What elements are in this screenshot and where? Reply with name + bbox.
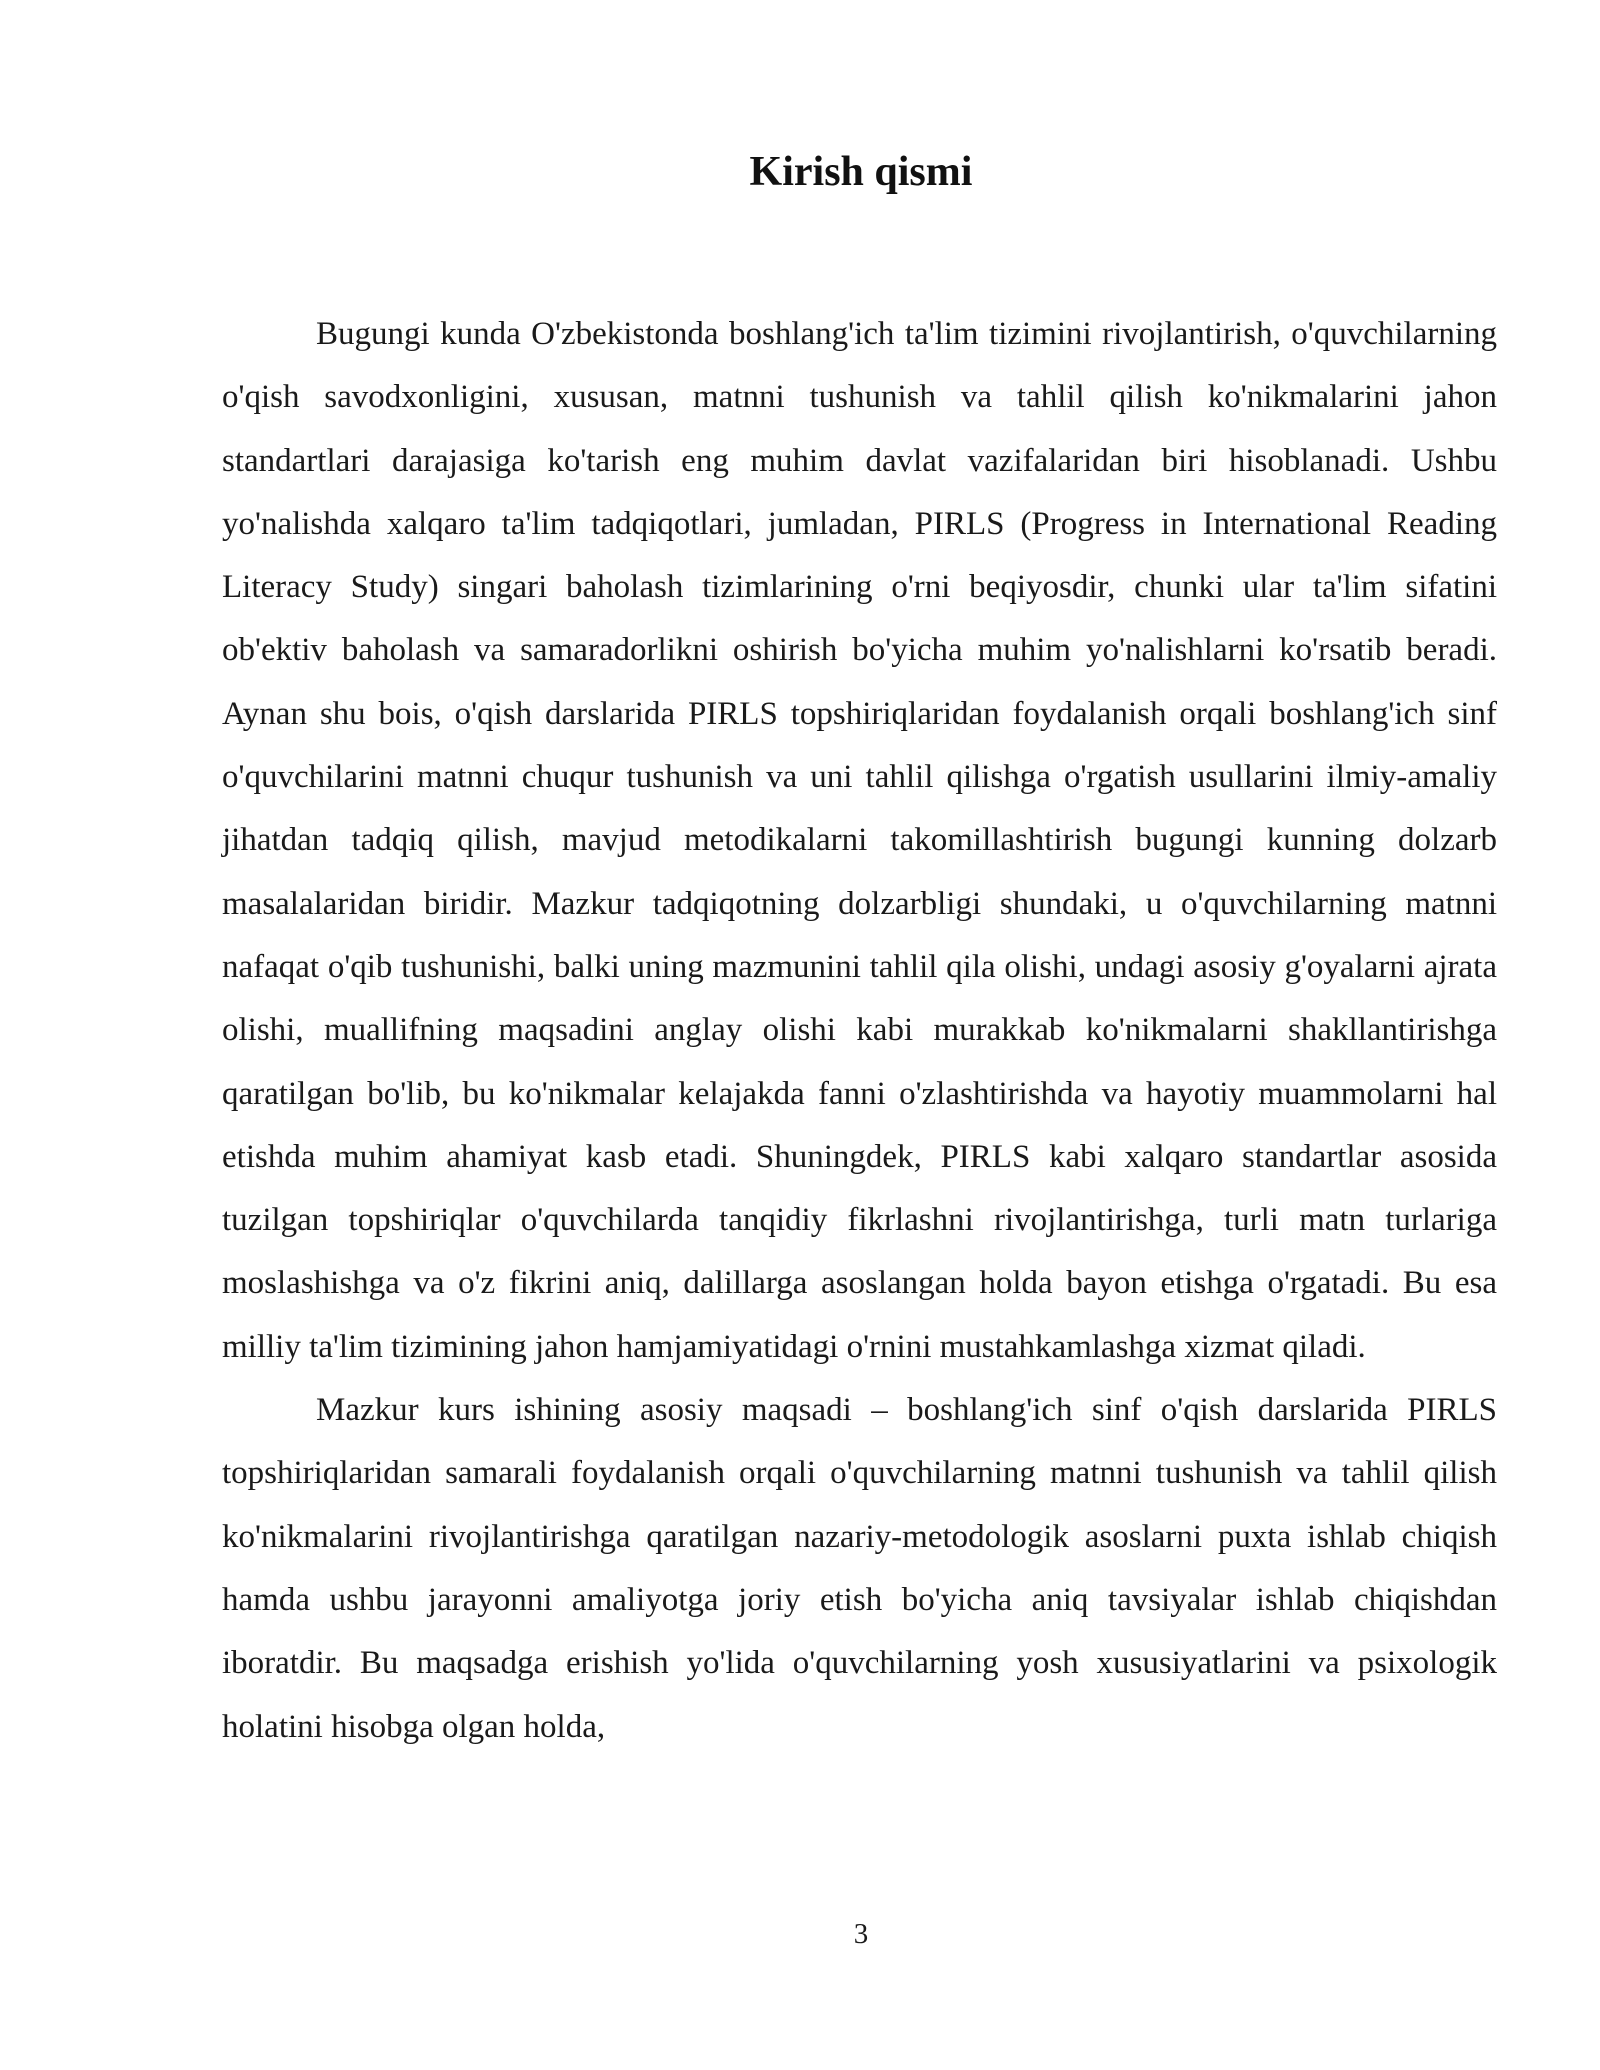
paragraph-introduction: Bugungi kunda O'zbekistonda boshlang'ich ta'lim tizimini rivojlantirish, o'quvchilarning o'qish savodxonligini, xususan, matnni tushunish va tahlil qilish ko'nikmalarini jahon standartlari darajasiga ko'tarish eng muhim davlat vazifalaridan biri hisoblanadi. Ushbu yo'nalishda xalqaro ta'lim tadqiqotlari, jumladan, PIRLS (Progress in International Reading Literacy Study) singari baholash tizimlarining o'rni beqiyosdir, chunki ular ta'lim sifatini ob'ektiv baholash va samaradorlikni oshirish bo'yicha muhim yo'nalishlarni ko'rsatib beradi. Aynan shu bois, o'qish darslarida PIRLS topshiriqlaridan foydalanish orqali boshlang'ich sinf o'quvchilarini matnni chuqur tushunish va uni tahlil qilishga o'rgatish usullarini ilmiy-amaliy jihatdan tadqiq qilish, mavjud metodikalarni takomillashtirish bugungi kunning dolzarb masalalaridan biridir. Mazkur tadqiqotning dolzarbligi shundaki, u o'quvchilarning matnni nafaqat o'qib tushunishi, balki uning mazmunini tahlil qila olishi, undagi asosiy g'oyalarni ajrata olishi, muallifning maqsadini anglay olishi kabi murakkab ko'nikmalarni shakllantirishga qaratilgan bo'lib, bu ko'nikmalar kelajakda fanni o'zlashtirishda va hayotiy muammolarni hal etishda muhim ahamiyat kasb etadi. Shuningdek, PIRLS kabi xalqaro standartlar asosida tuzilgan topshiriqlar o'quvchilarda tanqidiy fikrlashni rivojlantirishga, turli matn turlariga moslashishga va o'z fikrini aniq, dalillarga asoslangan holda bayon etishga o'rgatadi. Bu esa milliy ta'lim tizimining jahon hamjamiyatidagi o'rnini mustahkamlashga xizmat qiladi.: [222, 316, 1497, 1365]
page-title: Kirish qismi: [749, 149, 973, 195]
body-text: [222, 303, 1497, 1759]
page-number: 3: [853, 1918, 869, 1950]
paragraph-goal: Mazkur kurs ishining asosiy maqsadi – boshlang'ich sinf o'qish darslarida PIRLS topshiriqlaridan samarali foydalanish orqali o'quvchilarning matnni tushunish va tahlil qilish ko'nikmalarini rivojlantirishga qaratilgan nazariy-metodologik asoslarni puxta ishlab chiqish hamda ushbu jarayonni amaliyotga joriy etish bo'yicha aniq tavsiyalar ishlab chiqishdan iboratdir. Bu maqsadga erishish yo'lida o'quvchilarning yosh xususiyatlarini va psixologik holatini hisobga olgan holda,: [222, 1392, 1497, 1745]
